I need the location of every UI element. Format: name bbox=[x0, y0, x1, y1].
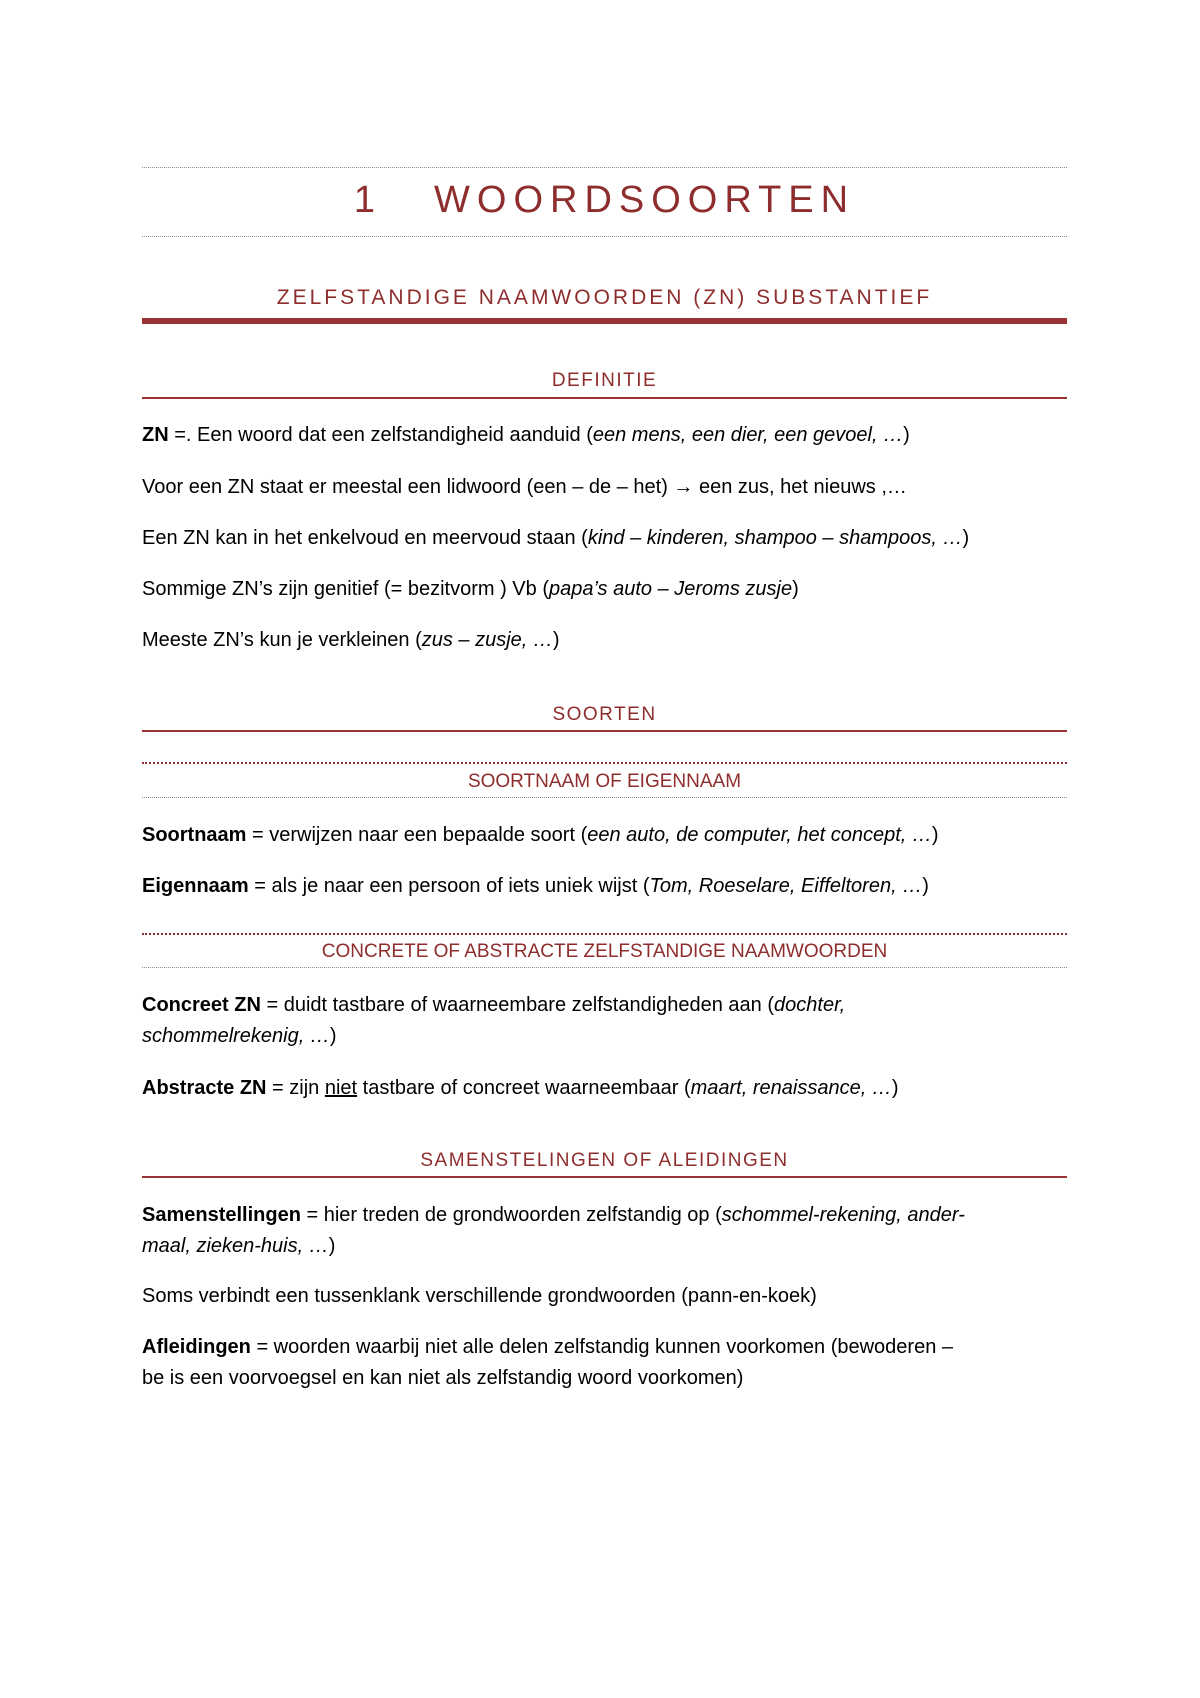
text: = zijn bbox=[266, 1077, 325, 1099]
samenstelingen-title: SAMENSTELINGEN OF ALEIDINGEN bbox=[420, 1150, 789, 1171]
soortnaam-title: SOORTNAAM OF EIGENNAAM bbox=[467, 771, 742, 792]
chapter-number: 1 bbox=[353, 179, 383, 221]
term: Concreet ZN bbox=[142, 994, 261, 1016]
text: = hier treden de grondwoorden zelfstandig op ( bbox=[300, 1204, 722, 1226]
term: Afleidingen bbox=[142, 1336, 251, 1358]
section-title: ZELFSTANDIGE NAAMWOORDEN (ZN) SUBSTANTIEF bbox=[276, 286, 933, 309]
text: =. Een woord dat een zelfstandigheid aanduid ( bbox=[168, 424, 593, 446]
text: een zus, het nieuws ,… bbox=[693, 476, 907, 498]
text: Sommige ZN’s zijn genitief (= bezitvorm ) Vb ( bbox=[142, 578, 549, 600]
text: ) bbox=[962, 527, 970, 549]
examples: maal, zieken-huis, … bbox=[142, 1235, 329, 1257]
concrete-title: CONCRETE OF ABSTRACTE ZELFSTANDIGE NAAMWOORDEN bbox=[321, 941, 888, 962]
section-rule bbox=[142, 318, 1067, 324]
text: ) bbox=[931, 824, 939, 846]
text: tastbare of concreet waarneembaar ( bbox=[357, 1077, 691, 1099]
chapter-title: WOORDSOORTEN bbox=[434, 179, 856, 221]
term: Soortnaam bbox=[142, 824, 247, 846]
definitie-paragraph-5 bbox=[142, 625, 1067, 656]
definitie-paragraph-1 bbox=[142, 420, 1067, 451]
examples: zus – zusje, … bbox=[421, 629, 553, 651]
text: Voor een ZN staat er meestal een lidwoord (een – de – het) bbox=[142, 476, 674, 498]
sub-rule-top bbox=[142, 933, 1067, 935]
soortnaam-paragraph-1 bbox=[142, 820, 1067, 851]
text: ) bbox=[328, 1235, 336, 1257]
heading-rule-bottom bbox=[142, 236, 1067, 237]
examples: een auto, de computer, het concept, … bbox=[587, 824, 932, 846]
chapter-heading bbox=[142, 181, 1067, 219]
definitie-paragraph-4 bbox=[142, 574, 1067, 605]
examples: een mens, een dier, een gevoel, … bbox=[592, 424, 904, 446]
samenstelingen-paragraph-1 bbox=[142, 1200, 1067, 1262]
text: ) bbox=[903, 424, 910, 446]
examples: kind – kinderen, shampoo – shampoos, … bbox=[587, 527, 963, 549]
soorten-title: SOORTEN bbox=[552, 704, 657, 725]
concrete-paragraph-2 bbox=[142, 1073, 1067, 1104]
arrow-icon: → bbox=[673, 476, 694, 498]
examples: dochter, bbox=[774, 994, 846, 1016]
text: ) bbox=[552, 629, 560, 651]
term: Abstracte ZN bbox=[142, 1077, 267, 1099]
text: = woorden waarbij niet alle delen zelfstandig kunnen voorkomen (bewoderen – bbox=[250, 1336, 953, 1358]
soorten-rule bbox=[142, 730, 1067, 732]
samenstelingen-rule bbox=[142, 1176, 1067, 1178]
text: = duidt tastbare of waarneembare zelfstandigheden aan ( bbox=[260, 994, 775, 1016]
samenstelingen-paragraph-3 bbox=[142, 1332, 1067, 1394]
text: be is een voorvoegsel en kan niet als zelfstandig woord voorkomen) bbox=[142, 1367, 744, 1389]
text: ) bbox=[792, 578, 799, 600]
text: Een ZN kan in het enkelvoud en meervoud staan ( bbox=[142, 527, 588, 549]
definitie-paragraph-3 bbox=[142, 523, 1067, 554]
term: Eigennaam bbox=[142, 875, 249, 897]
text: = als je naar een persoon of iets uniek wijst ( bbox=[248, 875, 650, 897]
term: ZN bbox=[142, 424, 169, 446]
sub-rule-bottom bbox=[142, 967, 1067, 968]
text: ) bbox=[922, 875, 929, 897]
text: = verwijzen naar een bepaalde soort ( bbox=[246, 824, 588, 846]
samenstelingen-paragraph-2 bbox=[142, 1281, 1067, 1312]
sub-rule-top bbox=[142, 762, 1067, 764]
text: Soms verbindt een tussenklank verschillende grondwoorden (pann-en-koek) bbox=[142, 1285, 817, 1307]
term: Samenstellingen bbox=[142, 1204, 301, 1226]
examples: maart, renaissance, … bbox=[690, 1077, 892, 1099]
examples: schommelrekenig, … bbox=[142, 1025, 330, 1047]
text: ) bbox=[891, 1077, 899, 1099]
soortnaam-paragraph-2 bbox=[142, 871, 1067, 902]
examples: papa’s auto – Jeroms zusje bbox=[548, 578, 793, 600]
examples: schommel-rekening, ander- bbox=[721, 1204, 965, 1226]
examples: Tom, Roeselare, Eiffeltoren, … bbox=[649, 875, 923, 897]
concrete-paragraph-1 bbox=[142, 990, 1067, 1052]
definitie-rule bbox=[142, 397, 1067, 399]
text: Meeste ZN’s kun je verkleinen ( bbox=[142, 629, 422, 651]
emphasis: niet bbox=[324, 1077, 358, 1099]
text: ) bbox=[329, 1025, 337, 1047]
sub-rule-bottom bbox=[142, 797, 1067, 798]
definitie-paragraph-2 bbox=[142, 472, 1067, 503]
definitie-title: DEFINITIE bbox=[551, 370, 658, 391]
heading-rule-top bbox=[142, 167, 1067, 168]
